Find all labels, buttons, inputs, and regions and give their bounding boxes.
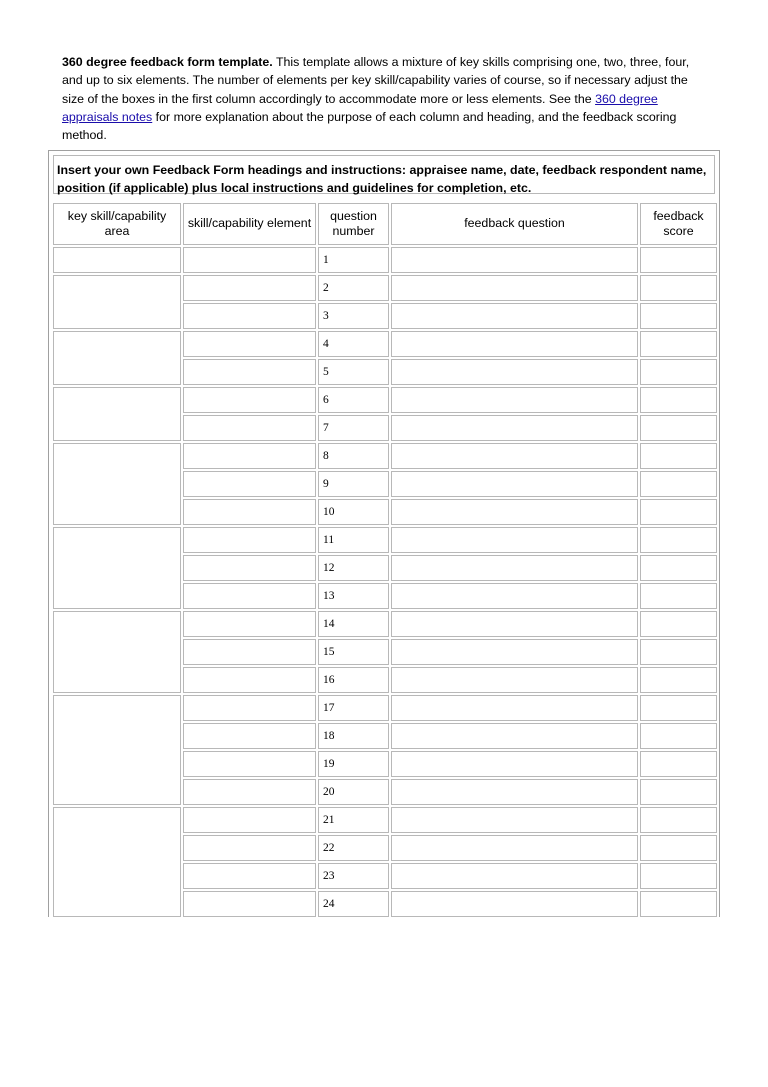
feedback-question-cell[interactable]: [391, 275, 638, 301]
skill-element-cell[interactable]: [183, 611, 316, 637]
skill-element-cell[interactable]: [183, 807, 316, 833]
question-number-cell: 24: [318, 891, 389, 917]
question-number-cell: 10: [318, 499, 389, 525]
feedback-question-cell[interactable]: [391, 863, 638, 889]
skill-element-cell[interactable]: [183, 667, 316, 693]
skill-element-cell[interactable]: [183, 331, 316, 357]
question-number-cell: 8: [318, 443, 389, 469]
feedback-question-cell[interactable]: [391, 695, 638, 721]
feedback-form: [48, 150, 720, 917]
intro-text-end: for more explanation about the purpose of each column and heading, and the feedback scoring method.: [62, 109, 677, 143]
feedback-score-cell[interactable]: [640, 639, 717, 665]
question-number-cell: 3: [318, 303, 389, 329]
skill-area-cell[interactable]: [53, 443, 181, 525]
skill-element-cell[interactable]: [183, 835, 316, 861]
feedback-question-cell[interactable]: [391, 807, 638, 833]
question-number-cell: 21: [318, 807, 389, 833]
skill-element-cell[interactable]: [183, 471, 316, 497]
feedback-question-cell[interactable]: [391, 779, 638, 805]
feedback-question-cell[interactable]: [391, 415, 638, 441]
feedback-score-cell[interactable]: [640, 835, 717, 861]
question-number-cell: 4: [318, 331, 389, 357]
question-number-cell: 6: [318, 387, 389, 413]
question-number-cell: 5: [318, 359, 389, 385]
feedback-score-cell[interactable]: [640, 275, 717, 301]
feedback-score-cell[interactable]: [640, 863, 717, 889]
skill-element-cell[interactable]: [183, 723, 316, 749]
feedback-question-cell[interactable]: [391, 835, 638, 861]
feedback-question-cell[interactable]: [391, 555, 638, 581]
question-number-cell: 15: [318, 639, 389, 665]
question-number-cell: 1: [318, 247, 389, 273]
feedback-question-cell[interactable]: [391, 583, 638, 609]
feedback-score-cell[interactable]: [640, 443, 717, 469]
question-number-cell: 19: [318, 751, 389, 777]
skill-element-cell[interactable]: [183, 863, 316, 889]
skill-area-cell[interactable]: [53, 275, 181, 329]
skill-element-cell[interactable]: [183, 499, 316, 525]
skill-element-cell[interactable]: [183, 695, 316, 721]
skill-element-cell[interactable]: [183, 891, 316, 917]
feedback-question-cell[interactable]: [391, 443, 638, 469]
skill-area-cell[interactable]: [53, 807, 181, 917]
feedback-question-cell[interactable]: [391, 387, 638, 413]
skill-element-cell[interactable]: [183, 583, 316, 609]
col-skill-area-header: key skill/capability area: [53, 203, 181, 245]
question-number-cell: 14: [318, 611, 389, 637]
question-number-cell: 23: [318, 863, 389, 889]
skill-element-cell[interactable]: [183, 639, 316, 665]
feedback-score-cell[interactable]: [640, 527, 717, 553]
feedback-score-cell[interactable]: [640, 303, 717, 329]
intro-text: This template allows a mixture of key skills comprising one, two, three, four, and up to six elements. The number of elements per key skill/capability varies of course, so if necessary adjust the size of the boxes in the first column accordingly to accommodate more or less elements. See the: [62, 55, 690, 106]
skill-element-cell[interactable]: [183, 751, 316, 777]
skill-element-cell[interactable]: [183, 247, 316, 273]
feedback-score-cell[interactable]: [640, 471, 717, 497]
feedback-question-cell[interactable]: [391, 667, 638, 693]
question-number-cell: 20: [318, 779, 389, 805]
skill-area-cell[interactable]: [53, 247, 181, 273]
skill-area-cell[interactable]: [53, 527, 181, 609]
question-number-cell: 9: [318, 471, 389, 497]
skill-element-cell[interactable]: [183, 555, 316, 581]
feedback-question-cell[interactable]: [391, 359, 638, 385]
skill-area-cell[interactable]: [53, 331, 181, 385]
feedback-score-cell[interactable]: [640, 387, 717, 413]
appraisals-notes-link[interactable]: 360 degree appraisals notes: [62, 91, 658, 124]
feedback-question-cell[interactable]: [391, 247, 638, 273]
feedback-score-cell[interactable]: [640, 779, 717, 805]
feedback-question-cell[interactable]: [391, 891, 638, 917]
feedback-score-cell[interactable]: [640, 499, 717, 525]
col-question-number-header: question number: [318, 203, 389, 245]
feedback-score-cell[interactable]: [640, 667, 717, 693]
skill-element-cell[interactable]: [183, 359, 316, 385]
skill-element-cell[interactable]: [183, 443, 316, 469]
feedback-score-cell[interactable]: [640, 331, 717, 357]
intro-paragraph: [62, 53, 712, 144]
skill-element-cell[interactable]: [183, 303, 316, 329]
feedback-score-cell[interactable]: [640, 555, 717, 581]
question-number-cell: 11: [318, 527, 389, 553]
col-feedback-question-header: feedback question: [391, 203, 638, 245]
feedback-question-cell[interactable]: [391, 303, 638, 329]
feedback-score-cell[interactable]: [640, 611, 717, 637]
feedback-question-cell[interactable]: [391, 499, 638, 525]
feedback-question-cell[interactable]: [391, 331, 638, 357]
skill-element-cell[interactable]: [183, 527, 316, 553]
question-number-cell: 22: [318, 835, 389, 861]
question-number-cell: 7: [318, 415, 389, 441]
feedback-score-cell[interactable]: [640, 891, 717, 917]
feedback-score-cell[interactable]: [640, 415, 717, 441]
skill-element-cell[interactable]: [183, 415, 316, 441]
feedback-question-cell[interactable]: [391, 639, 638, 665]
question-number-cell: 18: [318, 723, 389, 749]
skill-element-cell[interactable]: [183, 275, 316, 301]
feedback-score-cell[interactable]: [640, 695, 717, 721]
question-number-cell: 16: [318, 667, 389, 693]
feedback-score-cell[interactable]: [640, 583, 717, 609]
skill-area-cell[interactable]: [53, 611, 181, 693]
feedback-question-cell[interactable]: [391, 723, 638, 749]
skill-area-cell[interactable]: [53, 695, 181, 805]
feedback-score-cell[interactable]: [640, 723, 717, 749]
feedback-score-cell[interactable]: [640, 751, 717, 777]
question-number-cell: 13: [318, 583, 389, 609]
feedback-question-cell[interactable]: [391, 751, 638, 777]
feedback-question-cell[interactable]: [391, 471, 638, 497]
col-feedback-score-header: feedback score: [640, 203, 717, 245]
skill-element-cell[interactable]: [183, 387, 316, 413]
intro-title: 360 degree feedback form template.: [62, 55, 273, 69]
form-instructions: Insert your own Feedback Form headings and instructions: appraisee name, date, feedback respondent name, position (if applicable) plus local instructions and guidelines for completion, etc.: [53, 155, 715, 194]
feedback-score-cell[interactable]: [640, 359, 717, 385]
feedback-score-cell[interactable]: [640, 247, 717, 273]
question-number-cell: 12: [318, 555, 389, 581]
feedback-score-cell[interactable]: [640, 807, 717, 833]
skill-area-cell[interactable]: [53, 387, 181, 441]
col-skill-element-header: skill/capability element: [183, 203, 316, 245]
feedback-question-cell[interactable]: [391, 527, 638, 553]
question-number-cell: 2: [318, 275, 389, 301]
feedback-question-cell[interactable]: [391, 611, 638, 637]
skill-element-cell[interactable]: [183, 779, 316, 805]
question-number-cell: 17: [318, 695, 389, 721]
